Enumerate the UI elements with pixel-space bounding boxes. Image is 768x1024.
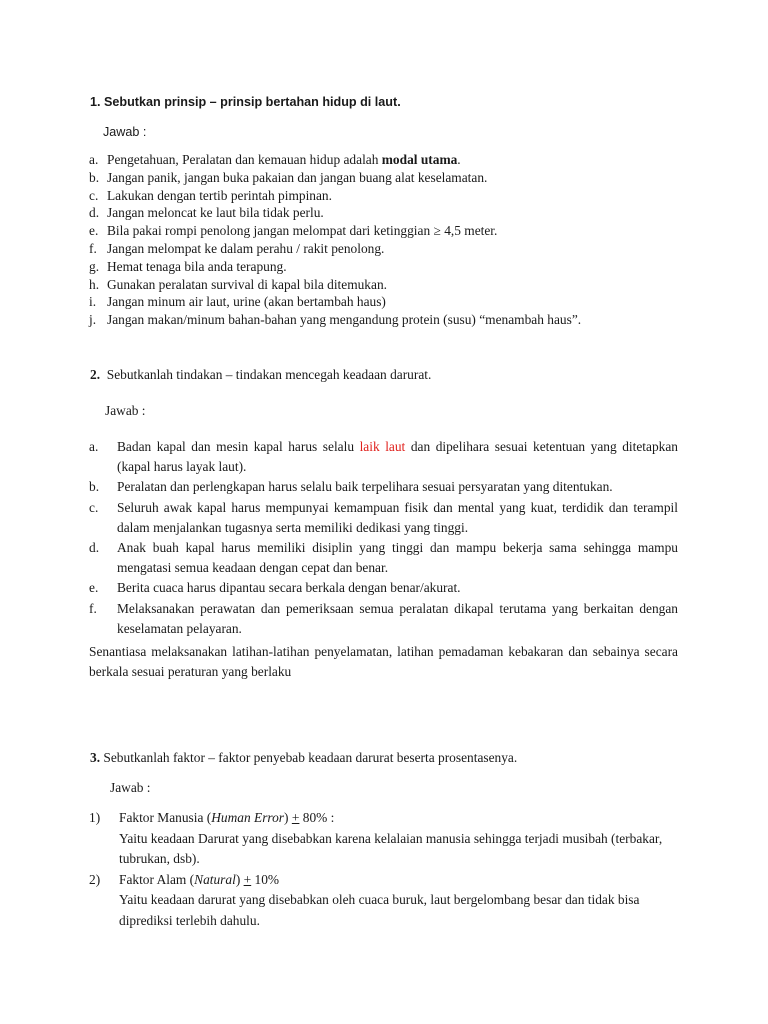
list-marker: d. — [89, 205, 100, 221]
list-item-text-part: Badan kapal dan mesin kapal harus selalu — [117, 439, 360, 454]
question-3-answer-list — [89, 808, 678, 932]
list-marker: f. — [89, 240, 97, 256]
list-marker: 1) — [89, 810, 101, 825]
question-3-number: 3. — [90, 750, 101, 765]
factor-label: Faktor Manusia ( — [119, 810, 212, 825]
list-item-text: Anak buah kapal harus memiliki disiplin yang tinggi dan mampu bekerja sama sehingga mampu mengatasi semua keadaan dengan cepat dan benar. — [117, 540, 678, 576]
question-3-title — [90, 750, 517, 766]
list-marker: j. — [89, 312, 97, 328]
list-item-text-end: dan dipelihara sesuai ketentuan yang ditetapkan (kapal harus layak laut). — [117, 439, 678, 475]
list-item-text: Bila pakai rompi penolong jangan melompat dari ketinggian ≥ 4,5 meter. — [107, 223, 498, 239]
list-item-text: Hemat tenaga bila anda terapung. — [107, 258, 287, 274]
question-2-number: 2. — [90, 367, 101, 382]
factor-label-close: ) — [284, 810, 292, 825]
question-2-title — [90, 367, 431, 383]
question-3-text: Sebutkanlah faktor – faktor penyebab keadaan darurat beserta prosentasenya. — [103, 750, 518, 765]
list-item-text: Seluruh awak kapal harus mempunyai kemampuan fisik dan mental yang kuat, terdidik dan terampil dalam menjalankan tugasnya serta memiliki dedikasi yang tinggi. — [117, 499, 678, 535]
list-item-text: Lakukan dengan tertib perintah pimpinan. — [107, 187, 332, 203]
list-item — [89, 498, 678, 538]
plus-minus-sign: + — [291, 810, 300, 825]
question-1-text: Sebutkan prinsip – prinsip bertahan hidup di laut. — [104, 95, 401, 109]
question-2-answer-list — [89, 437, 678, 639]
list-marker: f. — [89, 600, 97, 616]
factor-heading — [119, 808, 678, 829]
list-marker: d. — [89, 540, 100, 556]
factor-percentage: 10% — [251, 871, 280, 887]
question-2-text: Sebutkanlah tindakan – tindakan mencegah keadaan darurat. — [106, 367, 432, 382]
factor-description: Yaitu keadaan darurat yang disebabkan oleh cuaca buruk, laut bergelombang besar dan tidak bisa diprediksi terlebih dahulu. — [119, 892, 640, 928]
list-item — [89, 578, 678, 598]
factor-term: Human Error — [211, 810, 285, 825]
highlighted-term: laik laut — [359, 439, 406, 454]
list-marker: h. — [89, 276, 100, 292]
list-item-text-part: Pengetahuan, Peralatan dan kemauan hidup adalah — [107, 152, 382, 167]
list-marker: a. — [89, 152, 99, 167]
list-item-text: Jangan minum air laut, urine (akan bertambah haus) — [107, 294, 386, 310]
factor-description: Yaitu keadaan Darurat yang disebabkan karena kelalaian manusia sehingga terjadi musibah (terbakar, tubrukan, dsb). — [119, 830, 663, 867]
list-item — [89, 808, 678, 870]
list-item-text-end: . — [457, 152, 461, 167]
list-item — [89, 437, 678, 477]
list-item-text: Jangan panik, jangan buka pakaian dan jangan buang alat keselamatan. — [107, 169, 488, 185]
list-marker: 2) — [89, 871, 101, 887]
list-marker: e. — [89, 580, 99, 596]
list-marker: g. — [89, 258, 100, 274]
list-marker: i. — [89, 294, 97, 310]
list-marker: b. — [89, 169, 100, 185]
list-item-text — [107, 151, 461, 169]
plus-minus-sign: + — [243, 871, 252, 887]
question-1-title — [90, 95, 401, 109]
factor-heading — [119, 870, 678, 891]
bold-term: modal utama — [381, 152, 458, 167]
list-item-text: Jangan makan/minum bahan-bahan yang mengandung protein (susu) “menambah haus”. — [107, 312, 582, 328]
question-1-answer-label: Jawab : — [103, 125, 147, 139]
question-2-closing-paragraph: Senantiasa melaksanakan latihan-latihan penyelamatan, latihan pemadaman kebakaran dan sebainya secara berkala sesuai peraturan yang berlaku — [89, 644, 678, 680]
factor-term: Natural — [194, 871, 236, 887]
list-item — [89, 599, 678, 639]
list-marker: c. — [89, 187, 99, 203]
factor-percentage: 80% : — [299, 810, 335, 825]
list-marker: a. — [89, 439, 99, 454]
list-item — [89, 477, 678, 497]
list-item-text: Melaksanakan perawatan dan pemeriksaan semua peralatan dikapal terutama yang berkaitan dengan keselamatan pelayaran. — [117, 600, 678, 636]
list-item-text: Jangan meloncat ke laut bila tidak perlu. — [107, 205, 324, 221]
list-item-text: Berita cuaca harus dipantau secara berkala dengan benar/akurat. — [117, 580, 461, 596]
list-item — [89, 870, 678, 932]
question-1-number: 1. — [90, 95, 101, 109]
list-marker: e. — [89, 223, 99, 239]
list-item-text: Gunakan peralatan survival di kapal bila ditemukan. — [107, 276, 387, 292]
factor-label-close: ) — [235, 871, 244, 887]
list-item-text: Peralatan dan perlengkapan harus selalu baik terpelihara sesuai persyaratan yang ditentukan. — [117, 479, 613, 495]
question-2-answer-label: Jawab : — [105, 403, 146, 418]
list-item-text: Jangan melompat ke dalam perahu / rakit penolong. — [107, 240, 385, 256]
factor-label: Faktor Alam ( — [119, 871, 195, 887]
list-item — [89, 538, 678, 578]
question-3-answer-label: Jawab : — [110, 780, 151, 795]
list-marker: c. — [89, 499, 99, 515]
list-marker: b. — [89, 479, 100, 495]
